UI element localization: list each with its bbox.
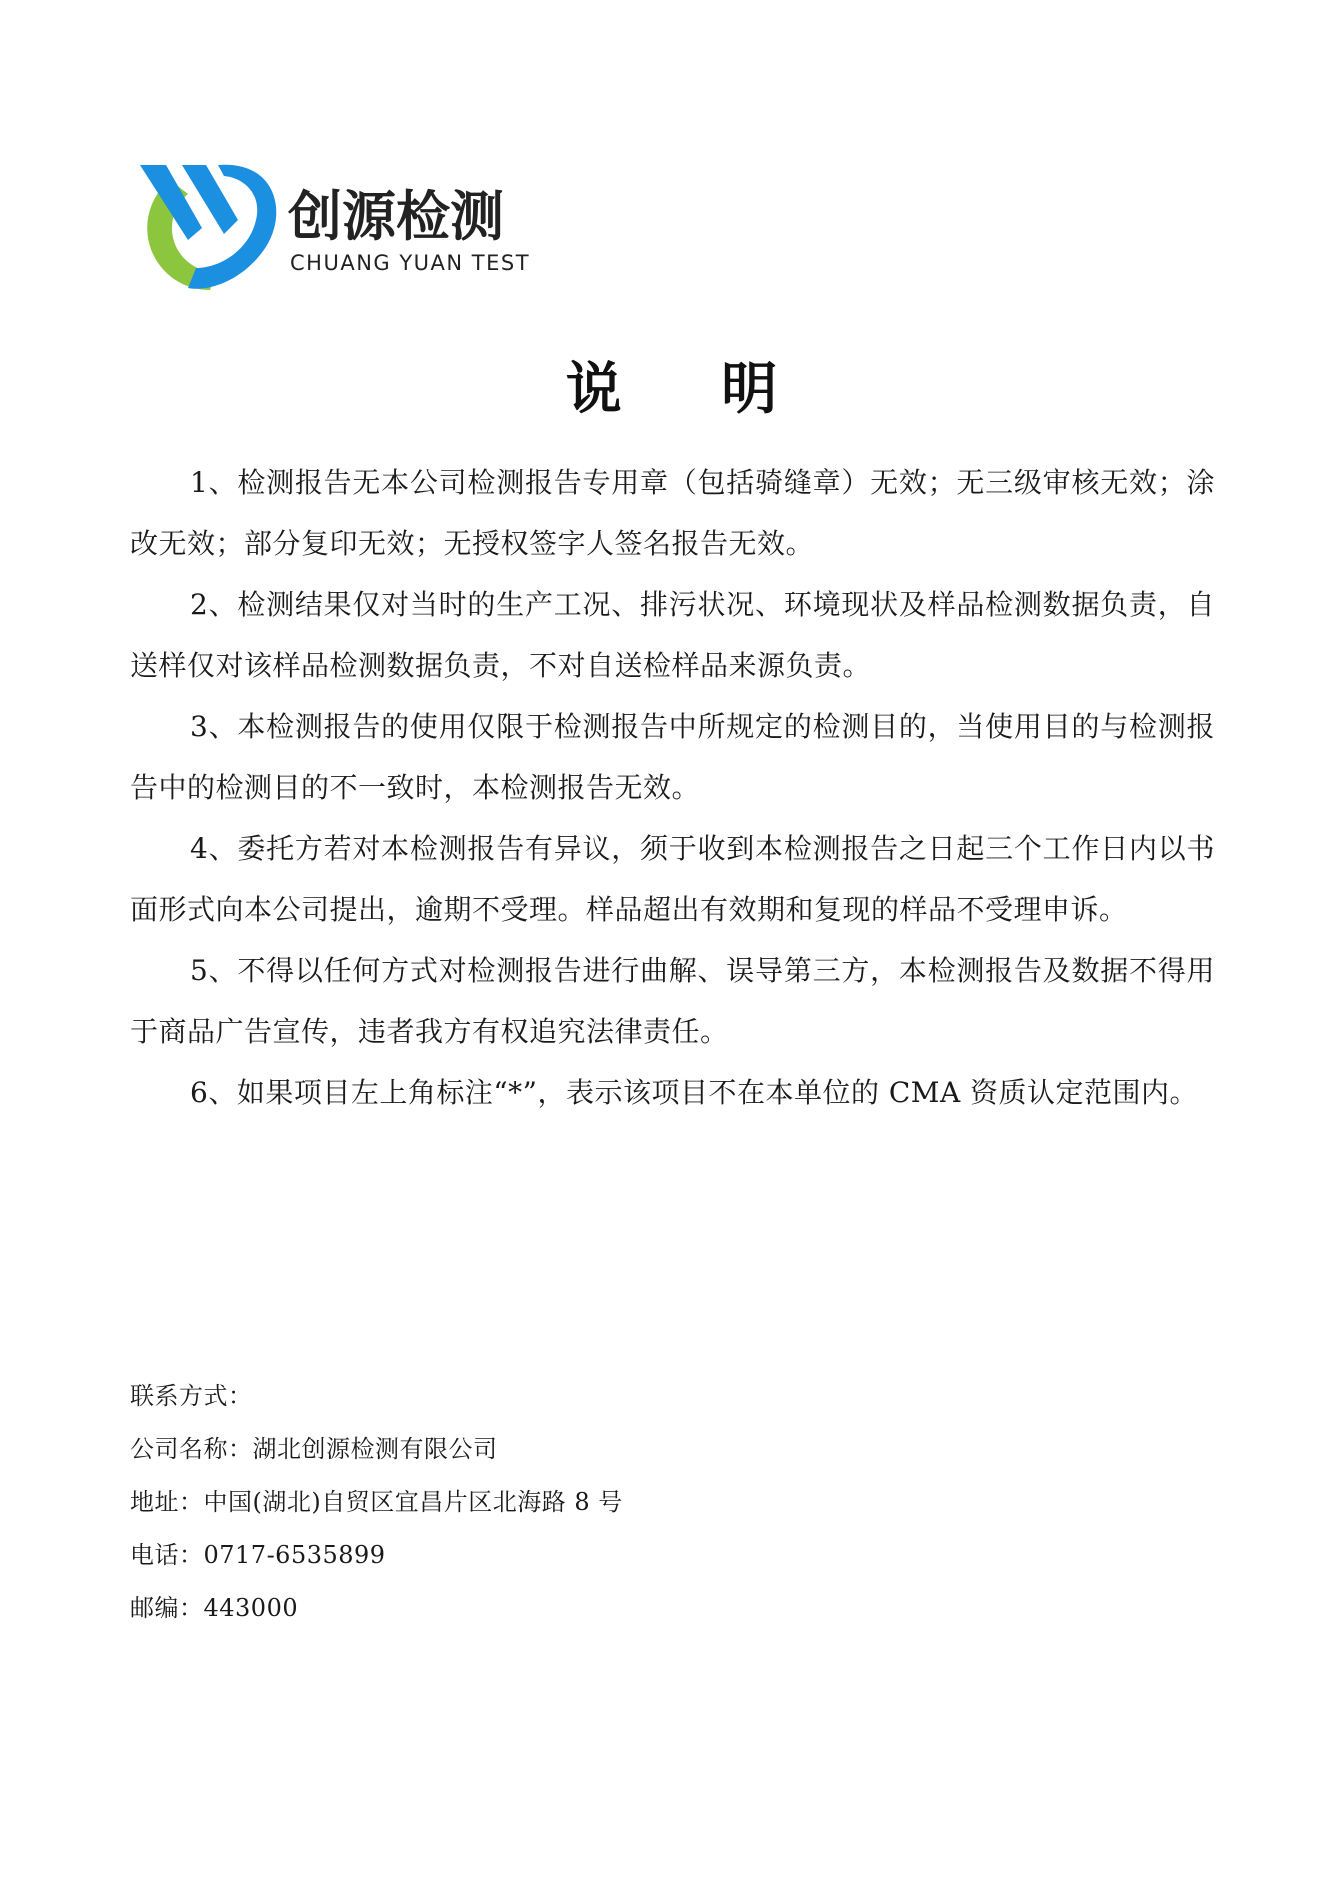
clause-list [130, 452, 1215, 1123]
contact-company: 公司名称：湖北创源检测有限公司 [130, 1435, 498, 1463]
clause-1: 1、检测报告无本公司检测报告专用章（包括骑缝章）无效；无三级审核无效；涂改无效；部分复印无效；无授权签字人签名报告无效。 [130, 466, 1215, 560]
contact-address: 地址：中国(湖北)自贸区宜昌片区北海路 8 号 [130, 1488, 623, 1516]
contact-phone: 电话：0717-6535899 [130, 1541, 386, 1569]
company-logo [140, 160, 580, 300]
contact-postcode: 邮编：443000 [130, 1594, 299, 1622]
clause-5: 5、不得以任何方式对检测报告进行曲解、误导第三方，本检测报告及数据不得用于商品广告宣传，违者我方有权追究法律责任。 [130, 954, 1215, 1048]
logo-name-text: 创源检测 [288, 185, 504, 248]
clause-6: 6、如果项目左上角标注“*”，表示该项目不在本单位的 CMA 资质认定范围内。 [190, 1076, 1199, 1109]
contact-heading: 联系方式： [130, 1382, 253, 1410]
clause-2: 2、检测结果仅对当时的生产工况、排污状况、环境现状及样品检测数据负责，自送样仅对该样品检测数据负责，不对自送检样品来源负责。 [130, 588, 1215, 682]
clause-3: 3、本检测报告的使用仅限于检测报告中所规定的检测目的，当使用目的与检测报告中的检测目的不一致时，本检测报告无效。 [130, 710, 1215, 804]
logo-subtitle-text: CHUANG YUAN TEST [290, 251, 531, 275]
logo-graphic [140, 160, 580, 300]
contact-block [130, 1370, 1030, 1635]
page-title: 说 明 [565, 357, 818, 422]
clause-4: 4、委托方若对本检测报告有异议，须于收到本检测报告之日起三个工作日内以书面形式向本公司提出，逾期不受理。样品超出有效期和复现的样品不受理申诉。 [130, 832, 1215, 926]
